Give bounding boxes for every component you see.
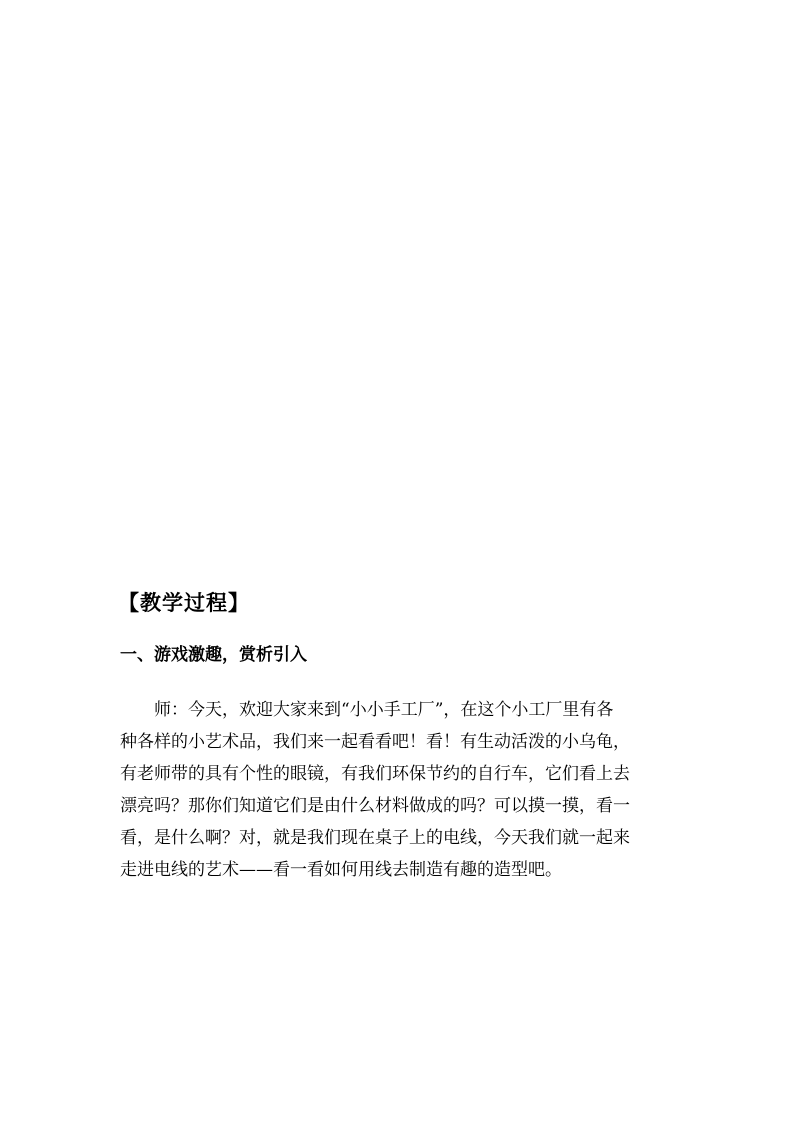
body-paragraph — [120, 694, 680, 886]
teaching-process-heading: 【教学过程】 — [118, 590, 250, 615]
paragraph-line: 看，是什么啊？对，就是我们现在桌子上的电线，今天我们就一起来 — [120, 828, 630, 848]
section-title: 一、游戏激趣，赏析引入 — [120, 645, 307, 665]
paragraph-line: 有老师带的具有个性的眼镜，有我们环保节约的自行车，它们看上去 — [120, 764, 630, 784]
paragraph-line: 走进电线的艺术——看一看如何用线去制造有趣的造型吧。 — [120, 860, 562, 880]
paragraph-line: 师：今天，欢迎大家来到“小小手工厂”，在这个小工厂里有各 — [154, 700, 614, 720]
paragraph-line: 漂亮吗？那你们知道它们是由什么材料做成的吗？可以摸一摸，看一 — [120, 796, 630, 816]
paragraph-line: 种各样的小艺术品，我们来一起看看吧！看！有生动活泼的小乌龟， — [120, 732, 630, 752]
